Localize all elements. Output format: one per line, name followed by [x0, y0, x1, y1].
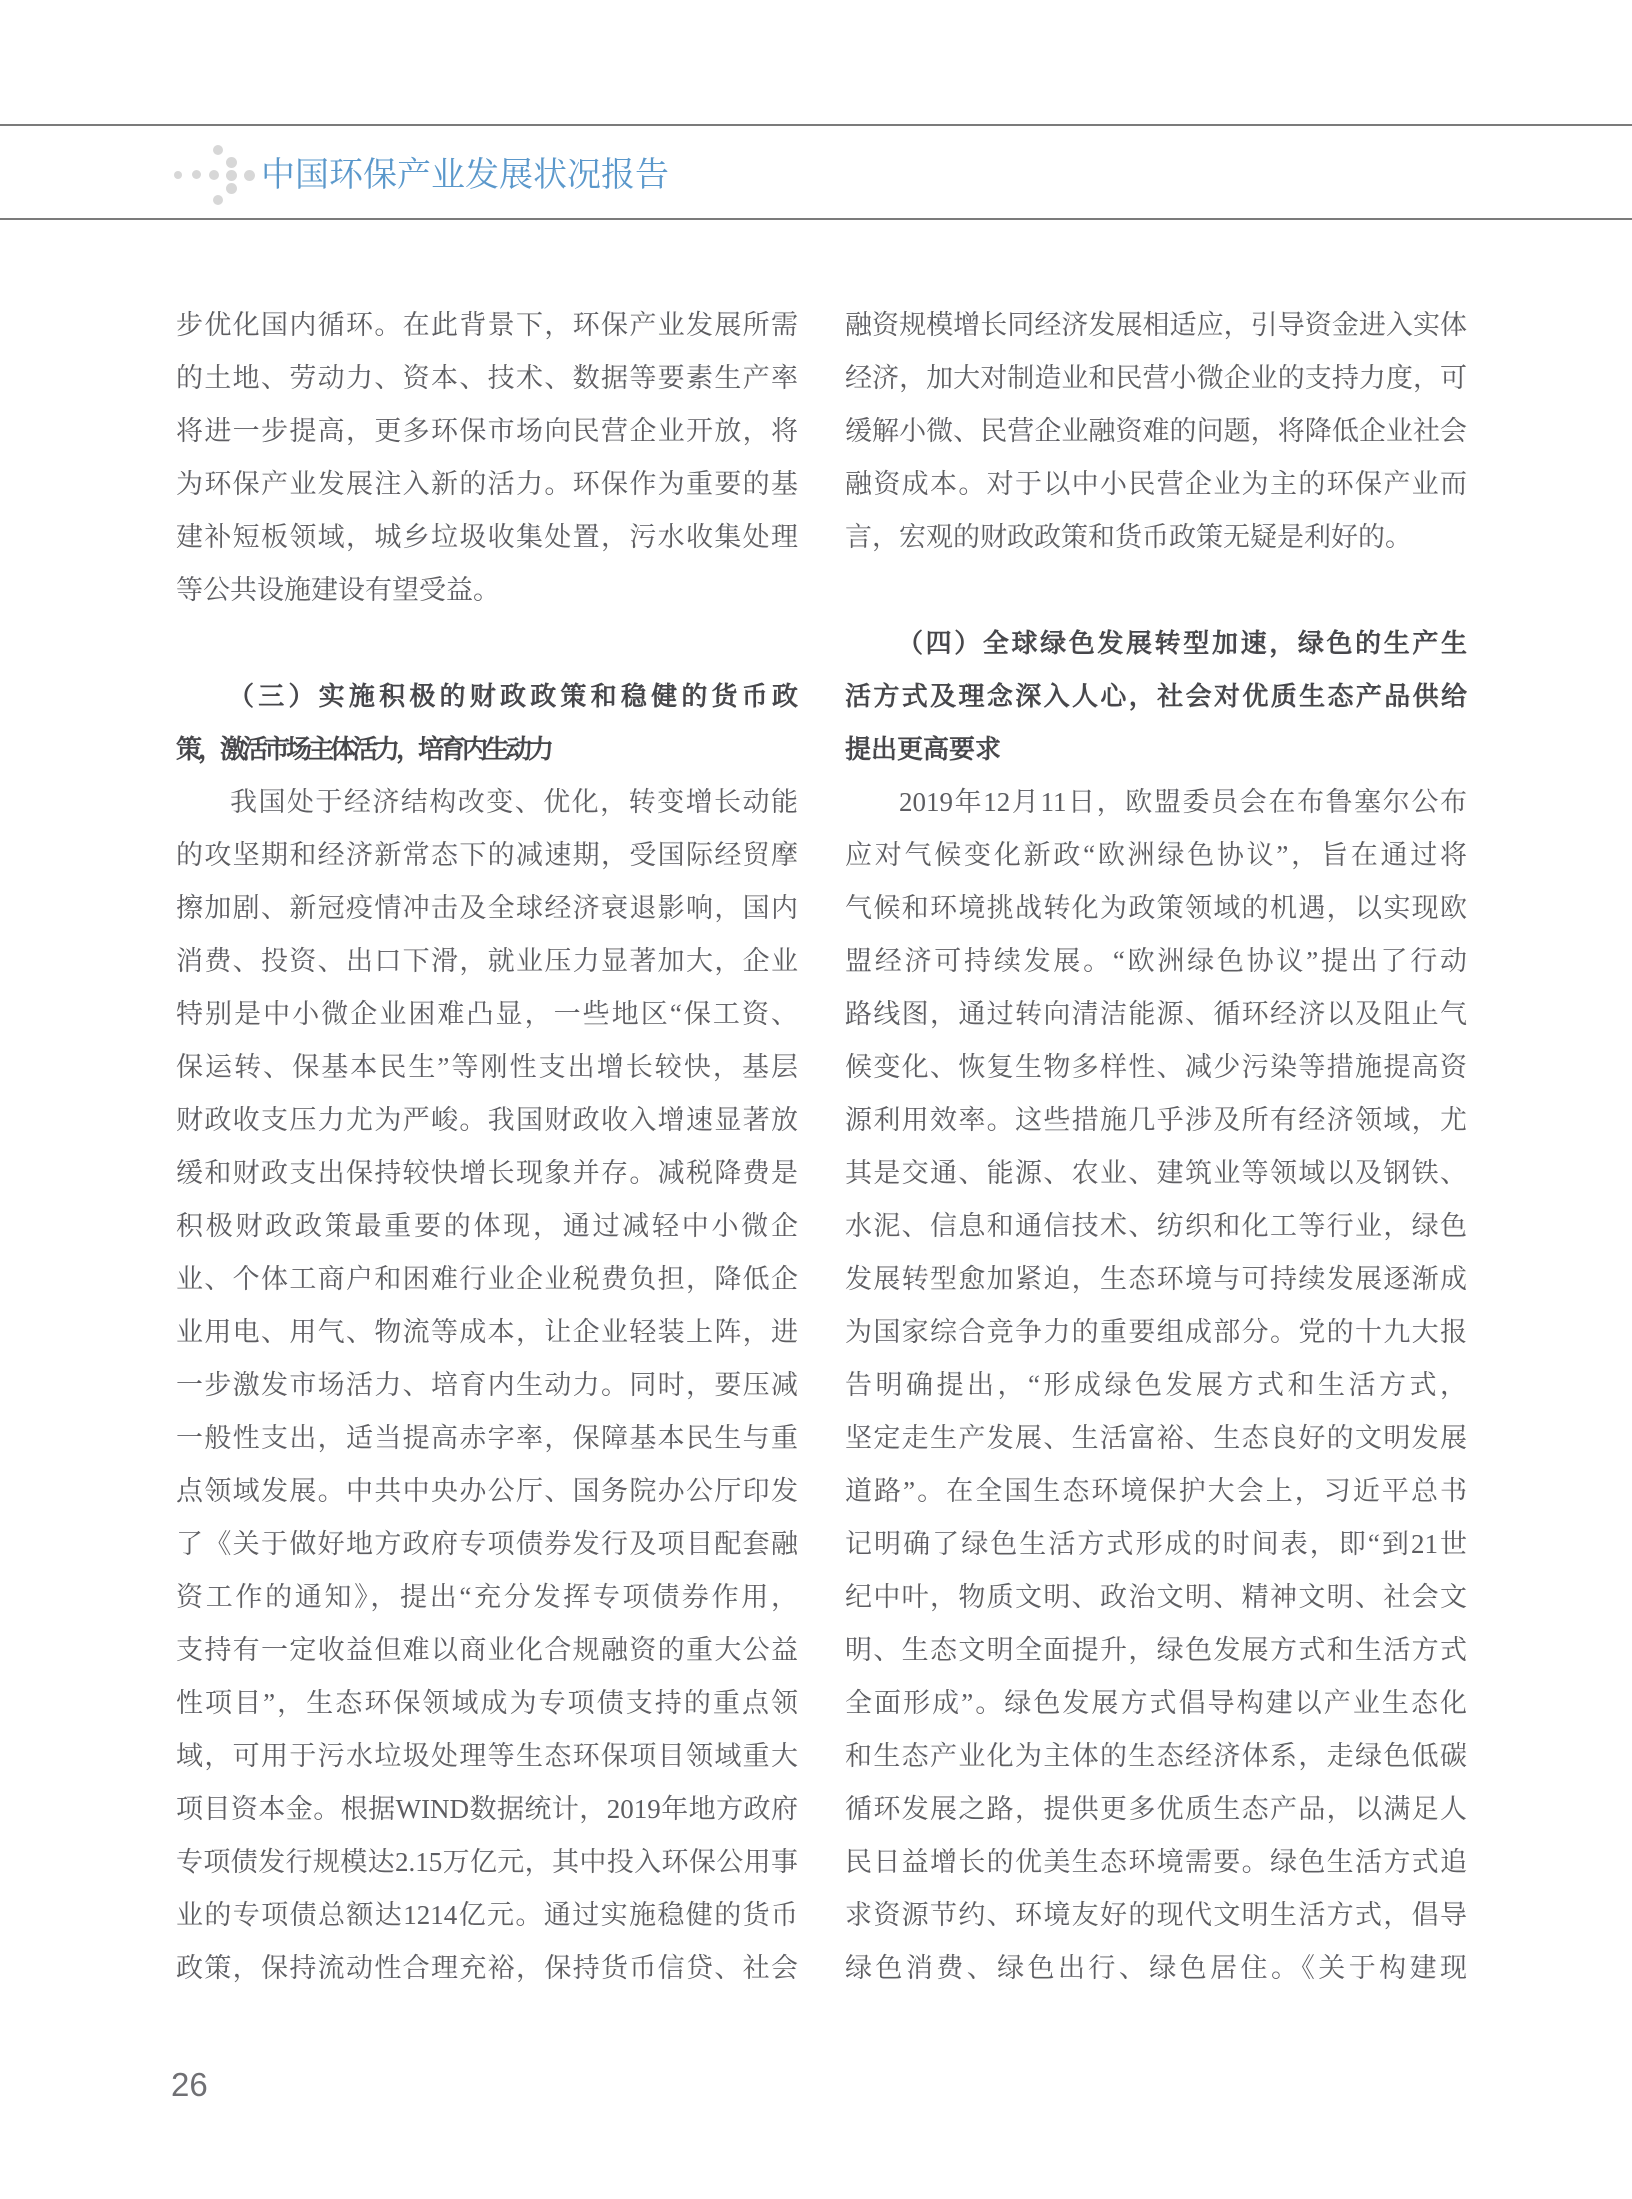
- text-line: 项目资本金。根据WIND数据统计，2019年地方政府: [176, 1794, 798, 1824]
- blank-line: [176, 617, 798, 670]
- text-line: 坚定走生产发展、生活富裕、生态良好的文明发展: [845, 1423, 1467, 1453]
- text-line: 道路”。在全国生态环境保护大会上，习近平总书: [845, 1476, 1467, 1506]
- text-line: 业用电、用气、物流等成本，让企业轻装上阵，进: [176, 1317, 798, 1347]
- text-line: 的土地、劳动力、资本、技术、数据等要素生产率: [176, 363, 798, 393]
- text-line: 财政收支压力尤为严峻。我国财政收入增速显著放: [176, 1105, 798, 1135]
- text-line: 专项债发行规模达2.15万亿元，其中投入环保公用事: [176, 1847, 798, 1877]
- text-line: 的攻坚期和经济新常态下的减速期，受国际经贸摩: [176, 840, 798, 870]
- text-line: 一步激发市场活力、培育内生动力。同时，要压减: [176, 1370, 798, 1400]
- text-line: 积极财政政策最重要的体现，通过减轻中小微企: [176, 1211, 798, 1241]
- text-line: 明、生态文明全面提升，绿色发展方式和生活方式: [845, 1635, 1467, 1665]
- logo-dot: [213, 195, 223, 205]
- text-line: 水泥、信息和通信技术、纺织和化工等行业，绿色: [845, 1211, 1467, 1241]
- text-line: 全面形成”。绿色发展方式倡导构建以产业生态化: [845, 1688, 1467, 1718]
- text-line: 求资源节约、环境友好的现代文明生活方式，倡导: [845, 1900, 1467, 1930]
- page-number: 26: [171, 2066, 208, 2103]
- text-line: 绿色消费、绿色出行、绿色居住。《关于构建现: [845, 1953, 1467, 1983]
- logo-dot: [226, 157, 237, 168]
- text-line: 其是交通、能源、农业、建筑业等领域以及钢铁、: [845, 1158, 1467, 1188]
- text-line: 告明确提出，“形成绿色发展方式和生活方式，: [845, 1370, 1467, 1400]
- text-line: 和生态产业化为主体的生态经济体系，走绿色低碳: [845, 1741, 1467, 1771]
- text-line: 缓和财政支出保持较快增长现象并存。减税降费是: [176, 1158, 798, 1188]
- text-line: 特别是中小微企业困难凸显，一些地区“保工资、: [176, 999, 798, 1029]
- right-column: [845, 299, 1467, 1995]
- left-column: [176, 299, 798, 1995]
- text-line: 候变化、恢复生物多样性、减少污染等措施提高资: [845, 1052, 1467, 1082]
- text-line: 业的专项债总额达1214亿元。通过实施稳健的货币: [176, 1900, 798, 1930]
- text-line: 点领域发展。中共中央办公厅、国务院办公厅印发: [176, 1476, 798, 1506]
- blank-line: [845, 564, 1467, 617]
- text-line: 了《关于做好地方政府专项债券发行及项目配套融: [176, 1529, 798, 1559]
- text-line: 民日益增长的优美生态环境需要。绿色生活方式追: [845, 1847, 1467, 1877]
- text-line: 发展转型愈加紧迫，生态环境与可持续发展逐渐成: [845, 1264, 1467, 1294]
- text-line: 步优化国内循环。在此背景下，环保产业发展所需: [176, 310, 798, 340]
- text-line: 政策，保持流动性合理充裕，保持货币信贷、社会: [176, 1953, 798, 1983]
- text-line: 融资成本。对于以中小民营企业为主的环保产业而: [845, 469, 1467, 499]
- text-line: 将进一步提高，更多环保市场向民营企业开放，将: [176, 416, 798, 446]
- heading-line: 活方式及理念深入人心，社会对优质生态产品供给: [845, 681, 1467, 711]
- header-top-rule: [0, 124, 1632, 126]
- text-line: 路线图，通过转向清洁能源、循环经济以及阻止气: [845, 999, 1467, 1029]
- logo-dot: [226, 183, 237, 194]
- heading-line: 策，激活市场主体活力，培育内生动力: [176, 734, 551, 764]
- logo-dots-icon: [170, 140, 270, 210]
- logo-dot: [209, 170, 219, 180]
- logo-dot: [213, 145, 223, 155]
- text-line: 支持有一定收益但难以商业化合规融资的重大公益: [176, 1635, 798, 1665]
- text-line: 消费、投资、出口下滑，就业压力显著加大，企业: [176, 946, 798, 976]
- text-line: 纪中叶，物质文明、政治文明、精神文明、社会文: [845, 1582, 1467, 1612]
- text-line: 业、个体工商户和困难行业企业税费负担，降低企: [176, 1264, 798, 1294]
- report-title: 中国环保产业发展状况报告: [261, 156, 669, 194]
- heading-line: 提出更高要求: [845, 734, 1002, 764]
- text-line: 擦加剧、新冠疫情冲击及全球经济衰退影响，国内: [176, 893, 798, 923]
- text-line: 记明确了绿色生活方式形成的时间表，即“到21世: [845, 1529, 1467, 1559]
- text-line: 言，宏观的财政政策和货币政策无疑是利好的。: [845, 522, 1412, 552]
- header-bottom-rule: [0, 218, 1632, 220]
- text-line: 气候和环境挑战转化为政策领域的机遇，以实现欧: [845, 893, 1467, 923]
- text-line: 为环保产业发展注入新的活力。环保作为重要的基: [176, 469, 798, 499]
- text-line: 为国家综合竞争力的重要组成部分。党的十九大报: [845, 1317, 1467, 1347]
- logo-dot: [244, 170, 255, 181]
- text-line: 性项目”，生态环保领域成为专项债支持的重点领: [176, 1688, 798, 1718]
- text-line: 我国处于经济结构改变、优化，转变增长动能: [230, 787, 798, 817]
- text-line: 等公共设施建设有望受益。: [176, 575, 500, 605]
- text-line: 2019年12月11日，欧盟委员会在布鲁塞尔公布: [899, 787, 1467, 817]
- text-line: 资工作的通知》，提出“充分发挥专项债券作用，: [176, 1582, 798, 1612]
- text-line: 盟经济可持续发展。“欧洲绿色协议”提出了行动: [845, 946, 1467, 976]
- logo-dot: [174, 171, 182, 179]
- text-line: 循环发展之路，提供更多优质生态产品，以满足人: [845, 1794, 1467, 1824]
- text-line: 缓解小微、民营企业融资难的问题，将降低企业社会: [845, 416, 1467, 446]
- text-line: 建补短板领域，城乡垃圾收集处置，污水收集处理: [176, 522, 798, 552]
- text-line: 源利用效率。这些措施几乎涉及所有经济领域，尤: [845, 1105, 1467, 1135]
- logo-dot: [192, 170, 201, 179]
- heading-line: （四）全球绿色发展转型加速，绿色的生产生: [897, 628, 1467, 658]
- text-line: 融资规模增长同经济发展相适应，引导资金进入实体: [845, 310, 1467, 340]
- text-line: 一般性支出，适当提高赤字率，保障基本民生与重: [176, 1423, 798, 1453]
- text-line: 保运转、保基本民生”等刚性支出增长较快，基层: [176, 1052, 798, 1082]
- text-line: 经济，加大对制造业和民营小微企业的支持力度，可: [845, 363, 1467, 393]
- text-line: 域，可用于污水垃圾处理等生态环保项目领域重大: [176, 1741, 798, 1771]
- text-line: 应对气候变化新政“欧洲绿色协议”，旨在通过将: [845, 840, 1467, 870]
- heading-line: （三）实施积极的财政政策和稳健的货币政: [228, 681, 798, 711]
- logo-dot: [226, 170, 237, 181]
